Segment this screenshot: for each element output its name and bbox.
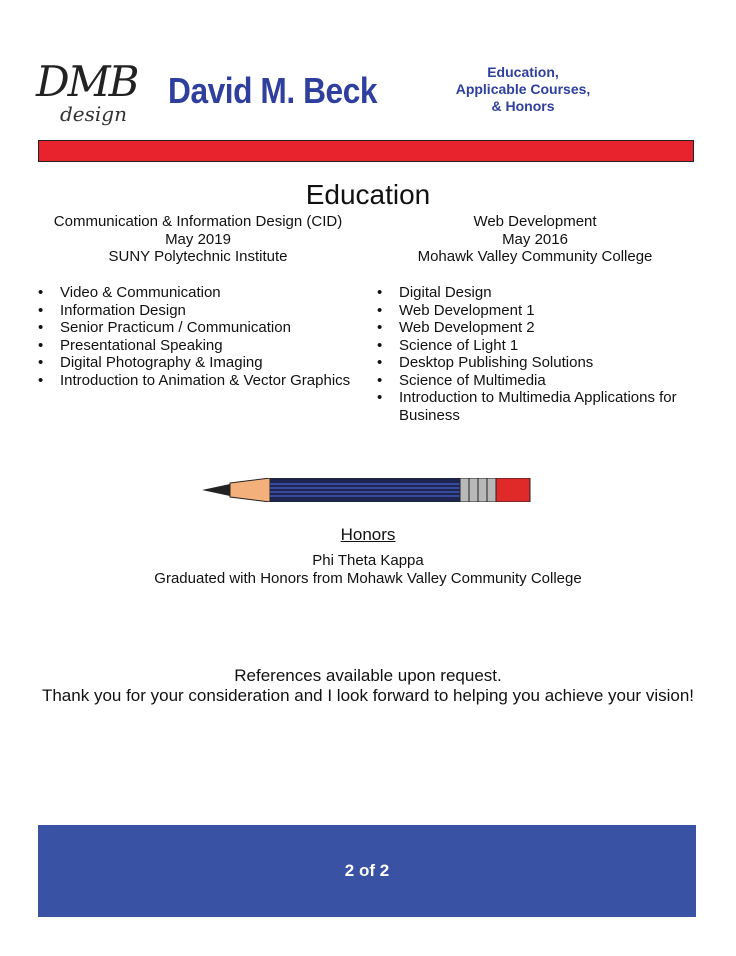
list-item: • Introduction to Multimedia Applications for Business <box>377 389 677 424</box>
school-program: Web Development <box>473 213 597 230</box>
course-list-cid <box>38 284 368 389</box>
school-web-development <box>380 213 690 266</box>
list-item: Graduated with Honors from Mohawk Valley Community College <box>154 569 582 587</box>
footer-bar <box>38 825 696 917</box>
course-list-web-development <box>377 284 677 424</box>
list-item: • Desktop Publishing Solutions <box>377 354 677 372</box>
thank-you-line: Thank you for your consideration and I look forward to helping you achieve your vision! <box>41 686 695 705</box>
list-item: • Information Design <box>38 302 368 320</box>
list-item: • Introduction to Animation & Vector Graphics <box>38 372 368 390</box>
section-title-line: Education, <box>487 64 559 80</box>
section-title-line: & Honors <box>491 98 555 114</box>
school-program: Communication & Information Design (CID) <box>53 213 343 230</box>
list-item: • Science of Light 1 <box>377 337 677 355</box>
dmb-design-logo <box>36 58 136 138</box>
list-item: Phi Theta Kappa <box>312 552 424 569</box>
pencil-icon <box>202 478 534 502</box>
logo-sub-text: design <box>60 102 127 126</box>
list-item: • Science of Multimedia <box>377 372 677 390</box>
honors-list <box>0 552 736 587</box>
list-item: • Video & Communication <box>38 284 368 302</box>
education-heading: Education <box>305 179 431 210</box>
list-item: • Digital Design <box>377 284 677 302</box>
honors-heading: Honors <box>340 525 396 544</box>
list-item: • Senior Practicum / Communication <box>38 319 368 337</box>
section-title <box>440 64 606 115</box>
school-cid <box>38 213 358 266</box>
list-item: • Web Development 1 <box>377 302 677 320</box>
list-item: • Web Development 2 <box>377 319 677 337</box>
school-date: May 2016 <box>502 230 568 248</box>
school-institution: Mohawk Valley Community College <box>417 248 653 265</box>
references-line: References available upon request. <box>234 666 502 685</box>
list-item: • Presentational Speaking <box>38 337 368 355</box>
page-number: 2 of 2 <box>344 861 390 880</box>
author-name: David M. Beck <box>168 70 378 111</box>
section-title-line: Applicable Courses, <box>455 81 591 97</box>
header-divider-bar <box>38 140 694 162</box>
school-institution: SUNY Polytechnic Institute <box>108 248 288 265</box>
list-item: • Digital Photography & Imaging <box>38 354 368 372</box>
logo-main-text: DMB <box>36 57 138 106</box>
closing-statement <box>0 666 736 706</box>
school-date: May 2019 <box>165 230 231 248</box>
